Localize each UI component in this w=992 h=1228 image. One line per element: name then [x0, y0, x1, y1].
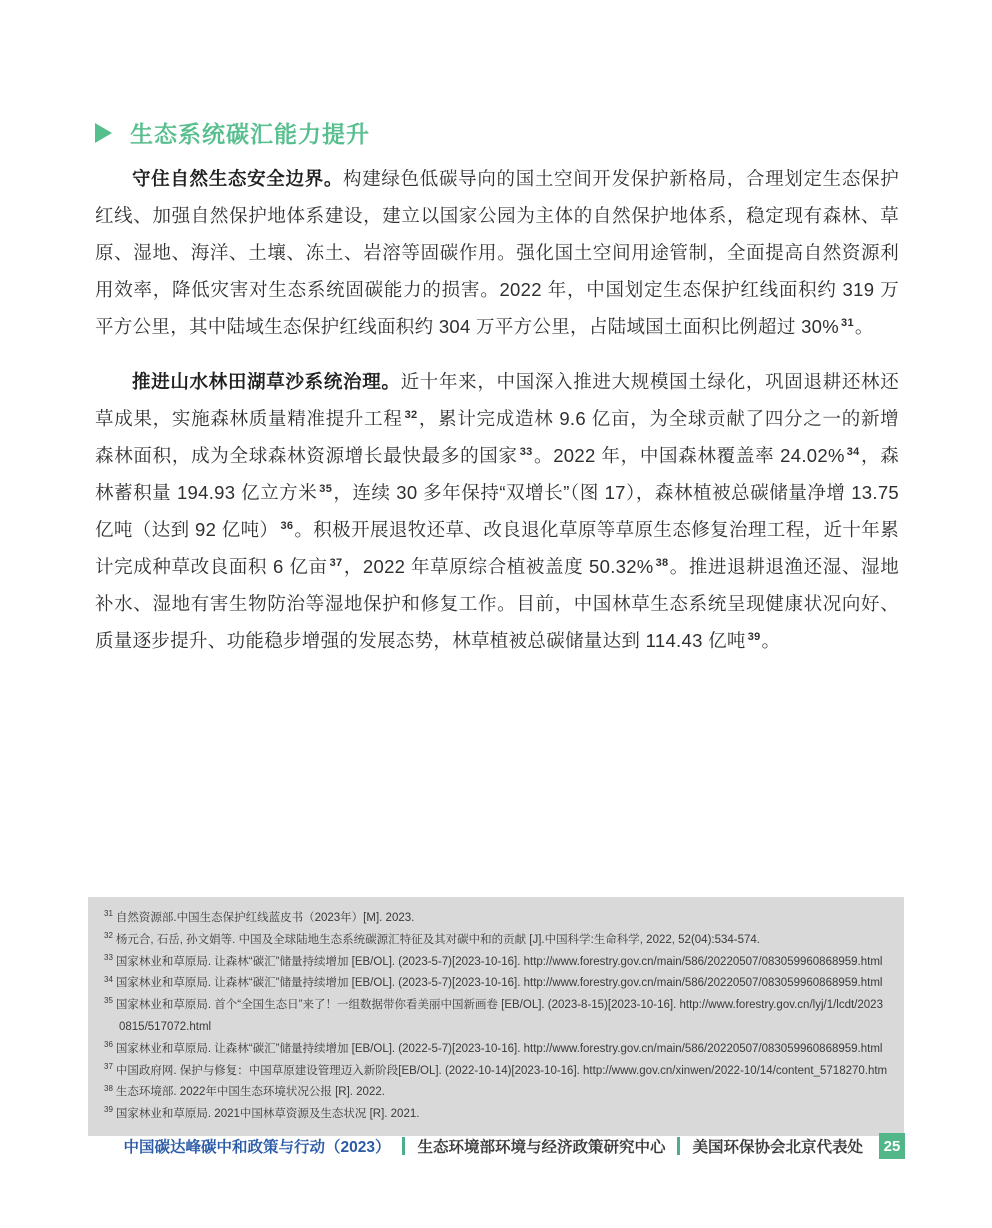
footnote-ref: 35	[319, 482, 333, 495]
footnote-ref: 33	[519, 445, 533, 458]
footnote-item	[104, 1061, 888, 1083]
text-run: ，连续 30 多年保持“双增长”（图 17），森林植被总碳储量净增 13.75 亿吨（达到 92 亿吨）	[95, 482, 899, 540]
footnote-number: 36	[104, 1039, 113, 1049]
text-run: 。	[761, 630, 781, 651]
footnote-text: 国家林业和草原局. 让森林“碳汇”储量持续增加 [EB/OL]. (2023-5-7)[2023-10-16]. http://www.forestry.gov.cn/main/586/20220507/083059960868959.html	[115, 955, 883, 968]
footnote-ref: 32	[404, 408, 418, 421]
footnote-item	[104, 908, 888, 930]
text-run: 。	[854, 316, 874, 337]
footnote-text: 国家林业和草原局. 2021中国林草资源及生态状况 [R]. 2021.	[115, 1108, 420, 1121]
footnote-item	[104, 930, 888, 952]
footer-divider-icon	[677, 1137, 680, 1155]
section-title: 生态系统碳汇能力提升	[130, 121, 370, 147]
footer-org-policy-center: 生态环境部环境与经济政策研究中心	[417, 1139, 666, 1156]
footnote-text: 杨元合, 石岳, 孙文娟等. 中国及全球陆地生态系统碳源汇特征及其对碳中和的贡献 [J].中国科学:生命科学, 2022, 52(04):534-574.	[115, 933, 760, 946]
text-run: 。积极开展退牧还草、改良退化草原等草原生态修复治理工程，近十年累计完成种草改良面积 6 亿亩	[95, 519, 899, 577]
text-run: ，累计完成造林 9.6 亿亩，为全球贡献了四分之一的新增森林面积，成为全球森林资源增长最快最多的国家	[95, 408, 899, 466]
footnote-item	[104, 1082, 888, 1104]
footnote-ref: 31	[841, 316, 854, 329]
footnote-text: 国家林业和草原局. 让森林“碳汇”储量持续增加 [EB/OL]. (2022-5-7)[2023-10-16]. http://www.forestry.gov.cn/main/586/20220507/083059960868959.html	[115, 1042, 883, 1055]
text-run: 推进山水林田湖草沙系统治理。	[132, 371, 401, 392]
paragraph-1	[95, 160, 899, 345]
footnote-text: 中国政府网. 保护与修复：中国草原建设管理迈入新阶段[EB/OL]. (2022-10-14)[2023-10-16]. http://www.gov.cn/xinwen/2022-10/14/content_5718270.htm	[115, 1064, 888, 1077]
footer-org-edf-beijing: 美国环保协会北京代表处	[692, 1139, 863, 1156]
footnote-item	[104, 1039, 888, 1061]
footnote-item	[104, 995, 888, 1039]
text-run: ，森林蓄积量 194.93 亿立方米	[95, 445, 900, 503]
footnote-number: 34	[104, 974, 113, 984]
footnote-ref: 38	[655, 556, 669, 569]
footer-divider-icon	[402, 1137, 405, 1155]
text-run: 。推进退耕退渔还湿、湿地补水、湿地有害生物防治等湿地保护和修复工作。目前，中国林草生态系统呈现健康状况向好、质量逐步提升、功能稳步增强的发展态势，林草植被总碳储量达到 114.43 亿吨	[95, 556, 899, 651]
footnote-ref: 37	[329, 556, 343, 569]
text-run: 。2022 年，中国森林覆盖率 24.02%	[533, 445, 845, 466]
footnote-item	[104, 952, 888, 974]
footnote-item	[104, 973, 888, 995]
text-run: 构建绿色低碳导向的国土空间开发保护新格局，合理划定生态保护红线、加强自然保护地体系建设，建立以国家公园为主体的自然保护地体系，稳定现有森林、草原、湿地、海洋、土壤、冻土、岩溶等固碳作用。强化国土空间用途管制，全面提高自然资源利用效率，降低灾害对生态系统固碳能力的损害。2022 年，中国划定生态保护红线面积约 319 万平方公里，其中陆域生态保护红线面积约 304 万平方公里，占陆域国土面积比例超过 30%	[95, 168, 899, 337]
footnote-text: 国家林业和草原局. 让森林“碳汇”储量持续增加 [EB/OL]. (2023-5-7)[2023-10-16]. http://www.forestry.gov.cn/main/586/20220507/083059960868959.html	[115, 977, 883, 990]
footnote-number: 37	[104, 1061, 113, 1071]
footnote-item	[104, 1104, 888, 1126]
footnote-text: 生态环境部. 2022年中国生态环境状况公报 [R]. 2022.	[115, 1086, 385, 1099]
footnote-box	[88, 897, 904, 1136]
footnote-text: 自然资源部.中国生态保护红线蓝皮书（2023年）[M]. 2023.	[115, 912, 415, 924]
footnote-number: 39	[104, 1105, 113, 1115]
footnote-number: 31	[104, 909, 113, 919]
page-number-badge: 25	[879, 1133, 905, 1159]
article-body	[95, 160, 899, 677]
footnote-number: 32	[104, 930, 113, 940]
footer-report-title: 中国碳达峰碳中和政策与行动（2023）	[123, 1139, 391, 1156]
page-footer	[0, 1133, 992, 1159]
section-heading	[95, 116, 370, 149]
footnote-number: 33	[104, 952, 113, 962]
footnote-number: 38	[104, 1083, 113, 1093]
triangle-right-icon	[95, 123, 112, 143]
footnote-text: 国家林业和草原局. 首个“全国生态日”来了！一组数据带你看美丽中国新画卷 [EB/OL]. (2023-8-15)[2023-10-16]. http://www.forestry.gov.cn/lyj/1/lcdt/20230815/517072.html	[115, 999, 883, 1033]
text-run: ，2022 年草原综合植被盖度 50.32%	[343, 556, 654, 577]
footnote-ref: 34	[846, 445, 860, 458]
paragraph-2	[95, 363, 899, 659]
text-run: 守住自然生态安全边界。	[132, 168, 344, 189]
footnote-ref: 39	[747, 630, 761, 643]
footnote-ref: 36	[280, 519, 294, 532]
text-run: 近十年来，中国深入推进大规模国土绿化，巩固退耕还林还草成果，实施森林质量精准提升工程	[95, 371, 900, 429]
footnote-number: 35	[104, 996, 113, 1006]
